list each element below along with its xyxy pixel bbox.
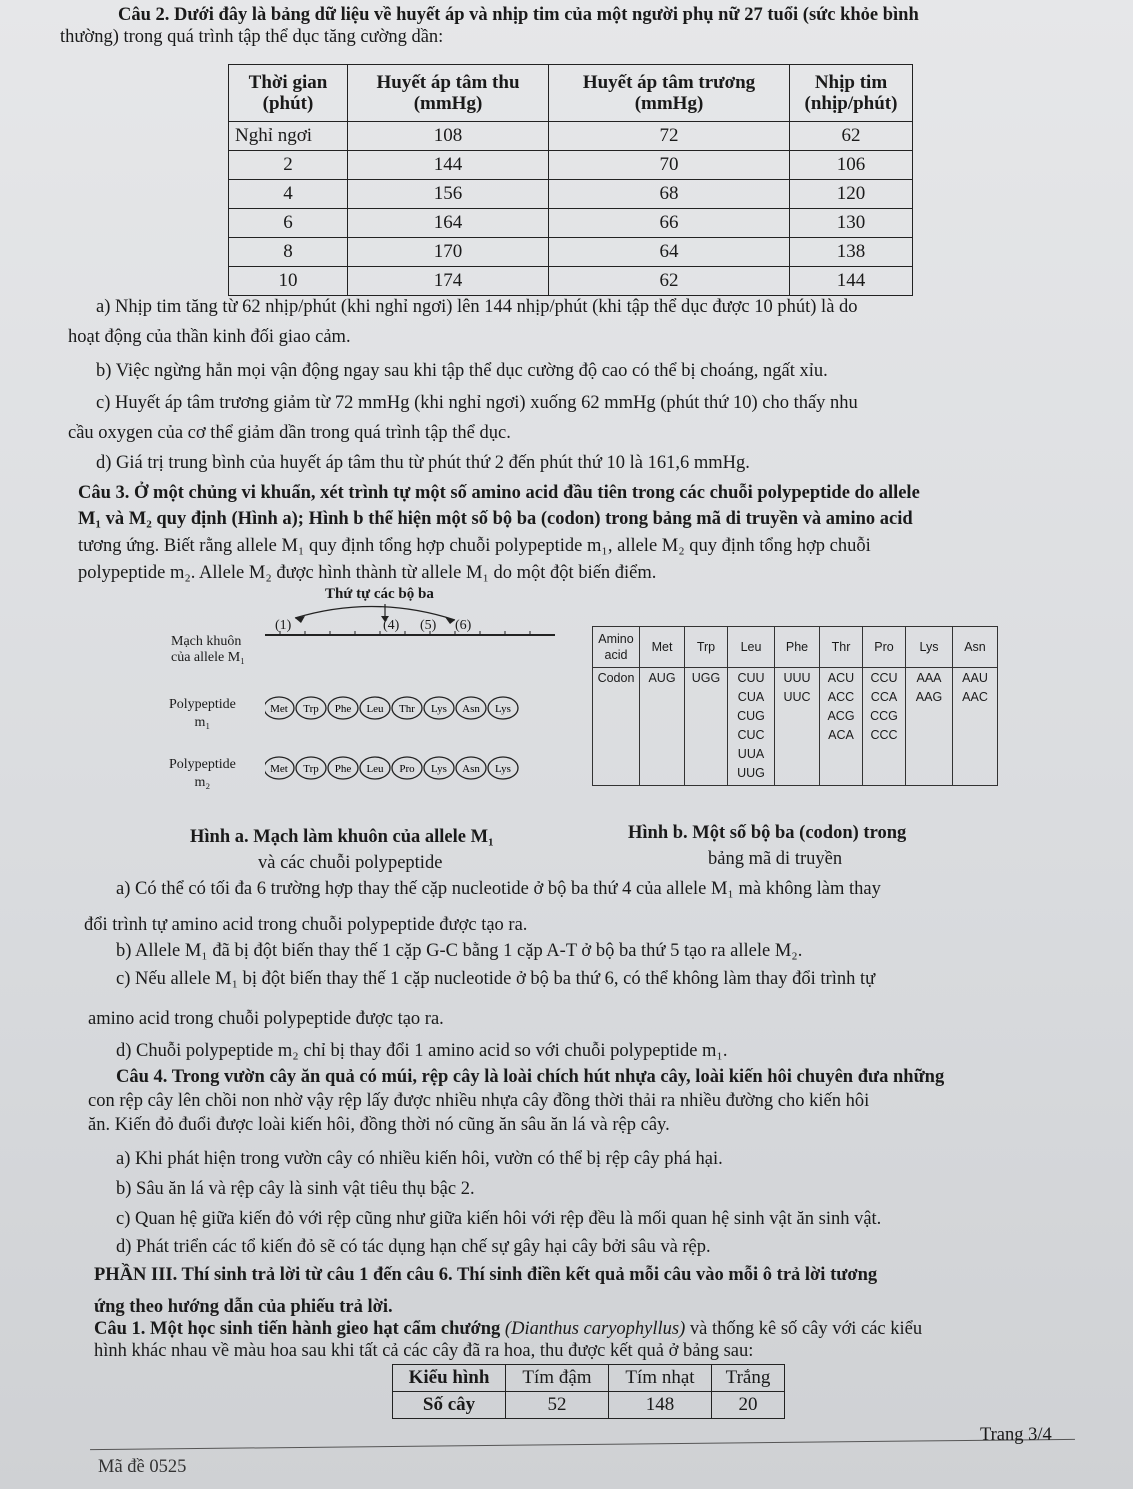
q4-statement-b: b) Sâu ăn lá và rệp cây là sinh vật tiêu thụ bậc 2. (116, 1179, 475, 1199)
table-cell: 62 (549, 267, 790, 296)
codon-order-label: Thứ tự các bộ ba (325, 586, 434, 602)
count-light-purple: 148 (609, 1392, 712, 1419)
table-row (229, 238, 913, 267)
species-name: (Dianthus caryophyllus) (504, 1319, 686, 1339)
amino-acid-label: Pro (399, 763, 415, 775)
phenotype-dark-purple: Tím đậm (506, 1365, 609, 1392)
aa-phe: Phe (775, 627, 820, 668)
amino-acid-label: Lys (495, 703, 511, 715)
part3-q1-line1 (94, 1318, 922, 1340)
codon: CUC (737, 728, 765, 742)
position-6: (6) (455, 618, 472, 633)
position-4: (4) (383, 618, 400, 633)
codon: UUA (737, 747, 765, 761)
amino-acid-label: Thr (399, 703, 415, 715)
amino-acid-thr (392, 697, 422, 719)
table-cell: 4 (229, 180, 348, 209)
footer-divider (90, 1439, 1075, 1450)
aa-met: Met (640, 627, 685, 668)
codon-header-row (593, 627, 998, 668)
m2-label-line2: m₂ (194, 775, 211, 790)
table-cell: 106 (790, 151, 913, 180)
amino-acid-phe (328, 697, 358, 719)
col-diastolic-unit: (mmHg) (634, 93, 704, 114)
table-cell: 120 (790, 180, 913, 209)
table-cell: 156 (348, 180, 549, 209)
amino-acid-label: Met (270, 763, 288, 775)
codons-thr (820, 668, 863, 786)
template-label-line2: của allele M₁ (171, 650, 246, 665)
table-cell: 68 (549, 180, 790, 209)
table-cell: 130 (790, 209, 913, 238)
amino-acid-label: Lys (495, 763, 511, 775)
codon: CCG (870, 709, 898, 723)
aa-pro: Pro (863, 627, 906, 668)
figure-a-caption-line2: và các chuỗi polypeptide (258, 853, 443, 873)
amino-acid-asn (456, 697, 486, 719)
q4-intro-line3: ăn. Kiến đỏ đuổi được loài kiến hôi, đồng thời nó cũng ăn sâu ăn lá và rệp cây. (88, 1115, 670, 1135)
table-row (393, 1365, 785, 1392)
position-1: (1) (275, 618, 292, 633)
codon: UUU (783, 671, 811, 685)
q2-statement-d: d) Giá trị trung bình của huyết áp tâm thu từ phút thứ 2 đến phút thứ 10 là 161,6 mmHg. (96, 453, 750, 473)
polypeptide-m1-chain (265, 694, 555, 722)
amino-acid-lys (424, 697, 454, 719)
table-row (229, 122, 913, 151)
col-time (229, 65, 348, 122)
table-cell: 64 (549, 238, 790, 267)
amino-acid-met (265, 697, 294, 719)
codon: CCA (870, 690, 898, 704)
count-label: Số cây (393, 1392, 506, 1419)
codons-met (640, 668, 685, 786)
amino-acid-label: Lys (431, 703, 447, 715)
codons-leu (728, 668, 775, 786)
col-diastolic (549, 65, 790, 122)
codon: CCU (870, 671, 898, 685)
m1-label-line2: m₁ (194, 715, 211, 730)
table-cell: 72 (549, 122, 790, 151)
q4-statement-a: a) Khi phát hiện trong vườn cây có nhiều kiến hôi, vườn có thể bị rệp cây phá hại. (116, 1149, 723, 1169)
amino-acid-label: Asn (462, 703, 480, 715)
amino-acid-label: Trp (303, 763, 319, 775)
q4-statement-d: d) Phát triển các tổ kiến đỏ sẽ có tác dụng hạn chế sự gây hại cây bởi sâu và rệp. (116, 1237, 711, 1257)
exam-code: Mã đề 0525 (98, 1457, 187, 1477)
q4-intro-line2: con rệp cây lên chồi non nhờ vậy rệp lấy được nhiều nhựa cây đồng thời thải ra nhiều đường cho kiến hôi (88, 1091, 870, 1111)
aa-thr: Thr (820, 627, 863, 668)
amino-acid-lys (424, 757, 454, 779)
amino-acid-label: Leu (366, 763, 384, 775)
codon: UUG (737, 766, 765, 780)
amino-acid-lys (488, 757, 518, 779)
flower-color-table (392, 1364, 785, 1419)
figure-b-caption-line2: bảng mã di truyền (708, 849, 843, 869)
codon: AAG (915, 690, 943, 704)
page-number: Trang 3/4 (980, 1425, 1052, 1445)
amino-acid-trp (296, 697, 326, 719)
table-cell: 62 (790, 122, 913, 151)
count-white: 20 (712, 1392, 785, 1419)
q2-intro-line2: thường) trong quá trình tập thể dục tăng cường dần: (60, 27, 444, 47)
codon: UGG (691, 671, 721, 685)
table-row (393, 1392, 785, 1419)
polypeptide-m2-chain (265, 754, 555, 782)
col-heart-rate-unit: (nhịp/phút) (804, 93, 898, 114)
template-label-line1: Mạch khuôn (171, 634, 242, 649)
q4-statement-c: c) Quan hệ giữa kiến đỏ với rệp cũng như giữa kiến hôi với rệp đều là mối quan hệ sinh vật ăn sinh vật. (116, 1209, 882, 1229)
part3-title-line1: PHẦN III. Thí sinh trả lời từ câu 1 đến câu 6. Thí sinh điền kết quả mỗi câu vào mỗi ô trả lời tương (94, 1265, 878, 1285)
q4-intro-line1 (116, 1066, 944, 1088)
q3-statement-d: d) Chuỗi polypeptide m₂ chỉ bị thay đổi 1 amino acid so với chuỗi polypeptide m₁. (116, 1041, 728, 1061)
m1-label-line1: Polypeptide (169, 697, 236, 712)
table-cell: 10 (229, 267, 348, 296)
polypeptide-m2-label (169, 756, 236, 792)
codon: UUC (783, 690, 811, 704)
phenotype-light-purple: Tím nhạt (609, 1365, 712, 1392)
phenotype-white: Trắng (712, 1365, 785, 1392)
col-heart-rate-label: Nhịp tim (814, 72, 888, 93)
q3-intro-line4: polypeptide m₂. Allele M₂ được hình thành từ allele M₁ do một đột biến điểm. (78, 563, 657, 583)
template-strand-label (171, 634, 245, 666)
codons-asn (953, 668, 998, 786)
amino-acid-pro (392, 757, 422, 779)
figure-a (165, 584, 560, 790)
table-row (229, 209, 913, 238)
codon: AAA (916, 671, 942, 685)
codons-phe (775, 668, 820, 786)
codons-trp (685, 668, 728, 786)
part3-q1-text: Câu 1. Một học sinh tiến hành gieo hạt cẩm chướng (94, 1319, 505, 1339)
codon: ACA (828, 728, 854, 742)
aa-asn: Asn (953, 627, 998, 668)
aa-lys: Lys (906, 627, 953, 668)
position-5: (5) (420, 618, 437, 633)
codon: ACC (827, 690, 855, 704)
codon: AAC (962, 690, 988, 704)
codon: AAU (962, 671, 988, 685)
polypeptide-m1-label (169, 696, 236, 732)
amino-acid-trp (296, 757, 326, 779)
amino-acid-label: Trp (303, 703, 319, 715)
table-cell: Nghỉ ngơi (229, 122, 348, 151)
table-row (229, 180, 913, 209)
table-cell: 144 (348, 151, 549, 180)
col-systolic-unit: (mmHg) (413, 93, 483, 114)
codon: ACG (827, 709, 855, 723)
q2-statement-a-line1: a) Nhịp tim tăng từ 62 nhịp/phút (khi nghỉ ngơi) lên 144 nhịp/phút (khi tập thể dục được 10 phút) là do (96, 297, 858, 317)
aa-trp: Trp (685, 627, 728, 668)
amino-acid-leu (360, 697, 390, 719)
col-time-label: Thời gian (248, 72, 328, 93)
table-cell: 174 (348, 267, 549, 296)
m2-label-line1: Polypeptide (169, 757, 236, 772)
table-cell: 138 (790, 238, 913, 267)
amino-acid-phe (328, 757, 358, 779)
codon: CUG (737, 709, 765, 723)
q2-statement-c-line2: cầu oxygen của cơ thể giảm dần trong quá trình tập thể dục. (68, 423, 511, 443)
q2-table-header-row (229, 65, 913, 122)
q2-intro-text: Câu 2. Dưới đây là bảng dữ liệu về huyết áp và nhịp tim của một người phụ nữ 27 tuổi (sức khỏe bình (118, 5, 919, 25)
codons-pro (863, 668, 906, 786)
table-cell: 66 (549, 209, 790, 238)
phenotype-label: Kiểu hình (393, 1365, 506, 1392)
part3-title-line2: ứng theo hướng dẫn của phiếu trả lời. (94, 1297, 393, 1317)
count-dark-purple: 52 (506, 1392, 609, 1419)
col-heart-rate (790, 65, 913, 122)
figure-b-caption-line1: Hình b. Một số bộ ba (codon) trong (628, 823, 907, 843)
q3-statement-c-line2: amino acid trong chuỗi polypeptide được tạo ra. (88, 1009, 444, 1029)
amino-acid-header: Amino acid (593, 627, 640, 668)
table-cell: 164 (348, 209, 549, 238)
q2-statement-b: b) Việc ngừng hẳn mọi vận động ngay sau khi tập thể dục cường độ cao có thể bị choáng, ngất xỉu. (96, 361, 828, 381)
amino-acid-met (265, 757, 294, 779)
table-row (229, 267, 913, 296)
q3-statement-b: b) Allele M₁ đã bị đột biến thay thế 1 cặp G-C bằng 1 cặp A-T ở bộ ba thứ 5 tạo ra allele M₂. (116, 941, 803, 961)
q2-statement-c-line1: c) Huyết áp tâm trương giảm từ 72 mmHg (khi nghỉ ngơi) xuống 62 mmHg (phút thứ 10) cho thấy nhu (96, 393, 858, 413)
part3-q1-line2: hình khác nhau về màu hoa sau khi tất cả các cây đã ra hoa, thu được kết quả ở bảng sau: (94, 1341, 754, 1361)
col-systolic-label: Huyết áp tâm thu (376, 72, 520, 93)
codon: CUA (737, 690, 765, 704)
aa-leu: Leu (728, 627, 775, 668)
q4-intro-text: Câu 4. Trong vườn cây ăn quả có múi, rệp cây là loài chích hút nhựa cây, loài kiến hôi chuyên đưa những (116, 1067, 945, 1087)
q3-statement-c-line1: c) Nếu allele M₁ bị đột biến thay thế 1 cặp nucleotide ở bộ ba thứ 6, có thể không làm thay đổi trình tự (116, 969, 876, 989)
amino-acid-label: Leu (366, 703, 384, 715)
q2-intro-line1 (118, 4, 919, 26)
table-row (229, 151, 913, 180)
table-cell: 70 (549, 151, 790, 180)
q2-data-table (228, 64, 913, 296)
q3-statement-a-line1: a) Có thể có tối đa 6 trường hợp thay thế cặp nucleotide ở bộ ba thứ 4 của allele M₁ mà không làm thay (116, 879, 881, 899)
col-diastolic-label: Huyết áp tâm trương (582, 72, 756, 93)
amino-acid-leu (360, 757, 390, 779)
table-cell: 170 (348, 238, 549, 267)
q2-statement-a-line2: hoạt động của thần kinh đối giao cảm. (68, 327, 351, 347)
amino-acid-label: Lys (431, 763, 447, 775)
col-systolic (348, 65, 549, 122)
codon-row (593, 668, 998, 786)
amino-acid-lys (488, 697, 518, 719)
part3-q1-text-cont: và thống kê số cây với các kiểu (685, 1319, 923, 1339)
codon: ACU (827, 671, 855, 685)
codon-row-label: Codon (593, 668, 640, 786)
table-cell: 6 (229, 209, 348, 238)
table-cell: 8 (229, 238, 348, 267)
figure-b-codon-table (592, 626, 998, 786)
codon: CUU (737, 671, 765, 685)
q3-intro-line2: M₁ và M₂ quy định (Hình a); Hình b thể hiện một số bộ ba (codon) trong bảng mã di truyền và amino acid (78, 509, 913, 529)
figure-a-caption-line1: Hình a. Mạch làm khuôn của allele M₁ (190, 827, 494, 847)
table-cell: 108 (348, 122, 549, 151)
codons-lys (906, 668, 953, 786)
codon: CCC (870, 728, 898, 742)
codon: AUG (648, 671, 676, 685)
q3-intro-line3: tương ứng. Biết rằng allele M₁ quy định tổng hợp chuỗi polypeptide m₁, allele M₂ quy định tổng hợp chuỗi (78, 536, 871, 556)
q3-intro-line1: Câu 3. Ở một chủng vi khuẩn, xét trình tự một số amino acid đầu tiên trong các chuỗi polypeptide do allele (78, 483, 920, 503)
table-cell: 144 (790, 267, 913, 296)
amino-acid-label: Phe (334, 763, 352, 775)
amino-acid-label: Met (270, 703, 288, 715)
amino-acid-asn (456, 757, 486, 779)
q3-statement-a-line2: đổi trình tự amino acid trong chuỗi polypeptide được tạo ra. (84, 915, 528, 935)
col-time-unit: (phút) (262, 93, 314, 114)
amino-acid-label: Asn (462, 763, 480, 775)
table-cell: 2 (229, 151, 348, 180)
amino-acid-label: Phe (334, 703, 352, 715)
